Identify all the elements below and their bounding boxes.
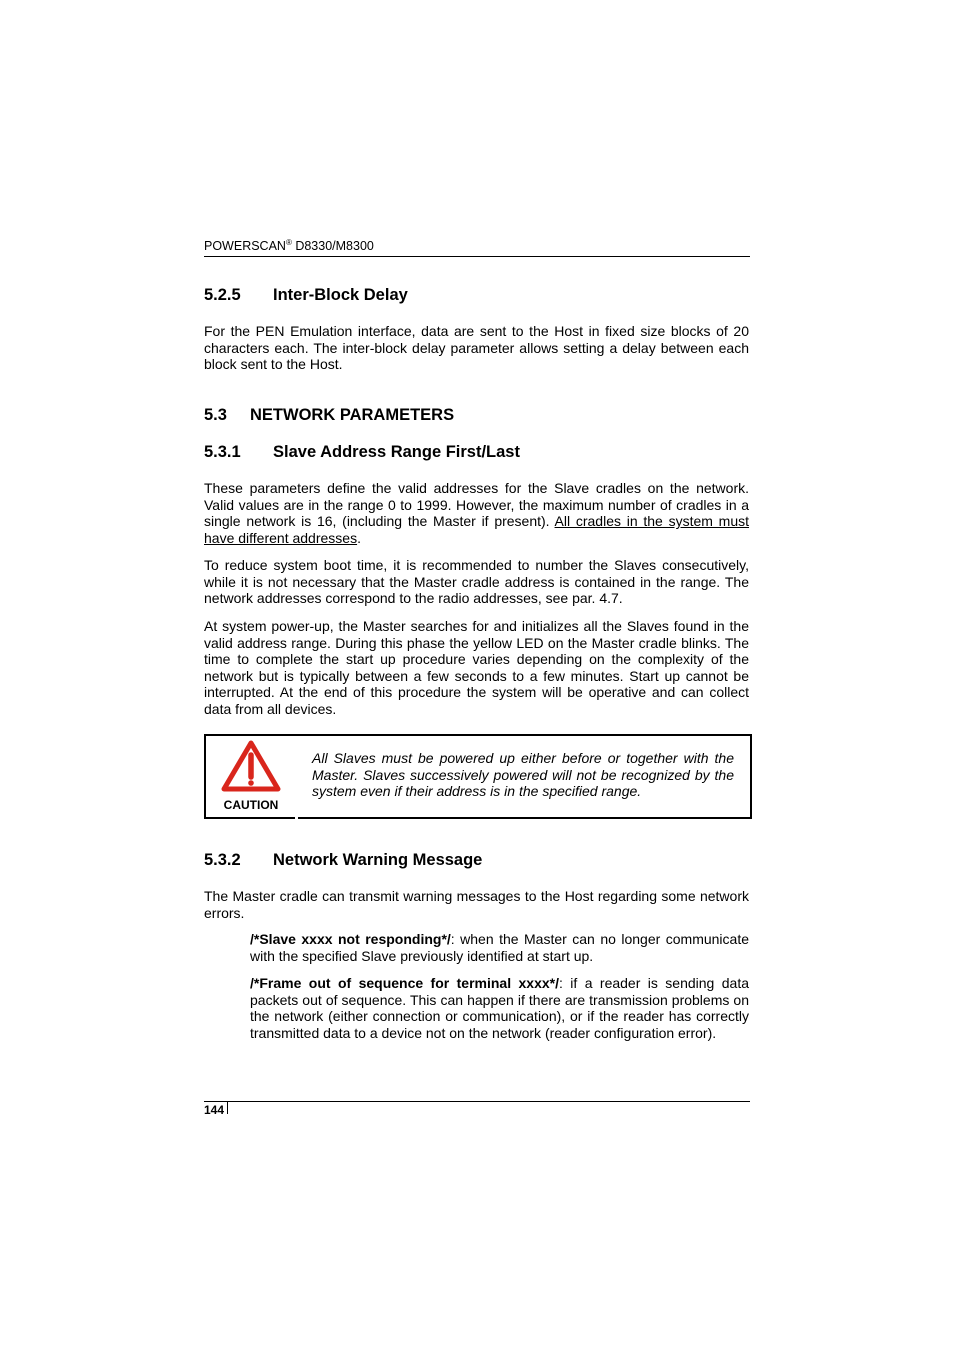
heading-title: Inter-Block Delay — [273, 286, 408, 304]
header-reg-mark: ® — [285, 238, 292, 247]
warning-triangle-icon — [221, 740, 281, 792]
heading-5-3 — [204, 406, 454, 425]
page-number: 144 — [204, 1103, 225, 1117]
heading-title: Network Warning Message — [273, 851, 483, 869]
header-rule — [204, 256, 750, 257]
heading-number: 5.3.1 — [204, 443, 241, 461]
caution-label: CAUTION — [223, 798, 279, 812]
heading-number: 5.2.5 — [204, 286, 241, 304]
paragraph-power-up: At system power-up, the Master searches for and initializes all the Slaves found in the valid address range. During this phase the yellow LED on the Master cradle blinks. The time to complete the start up procedure varies depending on the complexity of the network but is typically between a few seconds to a few minutes. Start up cannot be interrupted. At the end of this procedure the system will be operative and can collect data from all devices. — [204, 618, 749, 717]
message-text: : if a reader is sending data packets out of sequence. This can happen if there are transmission problems on the network (either connection or communication), or if the reader has correctly transmitted data to a device not on the network (reader configuration error). — [250, 975, 749, 1041]
message-code: /*Frame out of sequence for terminal xxxx*/ — [250, 975, 559, 991]
heading-5-3-1 — [204, 443, 520, 462]
heading-5-2-5 — [204, 286, 408, 305]
header-model: D8330/M8300 — [291, 239, 374, 253]
paragraph-address-range — [204, 480, 749, 546]
paragraph-text: These parameters define the valid addresses for the Slave cradles on the network. Valid values are in the range 0 to 1999. However, the maximum number of cradles in a single network is 16, (including the Master if present). — [204, 480, 749, 530]
heading-5-3-2 — [204, 851, 482, 870]
running-header — [204, 238, 750, 253]
warning-message-slave-not-responding — [250, 931, 749, 964]
caution-box — [204, 734, 752, 819]
paragraph-boot-time: To reduce system boot time, it is recommended to number the Slaves consecutively, while it is not necessary that the Master cradle address is contained in the range. The network addresses correspond to the radio addresses, see par. 4.7. — [204, 557, 749, 607]
underlined-note: All cradles in the system must have different addresses — [204, 513, 750, 546]
heading-number: 5.3.2 — [204, 851, 241, 869]
message-text: : when the Master can no longer communicate with the specified Slave previously identified at start up. — [250, 931, 749, 964]
heading-title: NETWORK PARAMETERS — [250, 406, 455, 424]
heading-number: 5.3 — [204, 406, 227, 424]
caution-text: All Slaves must be powered up either before or together with the Master. Slaves successively powered will not be recognized by the system even if their address is in the specified range. — [312, 750, 734, 800]
footer-rule — [204, 1101, 750, 1102]
paragraph-text-end: . — [357, 529, 361, 546]
caution-box-gap — [295, 816, 298, 819]
header-product: POWERSCAN — [204, 239, 286, 253]
message-code: /*Slave xxxx not responding*/ — [250, 931, 451, 947]
warning-message-frame-out-of-sequence — [250, 975, 749, 1041]
footer-tick — [227, 1101, 228, 1114]
heading-title: Slave Address Range First/Last — [273, 443, 520, 461]
paragraph-warning-intro: The Master cradle can transmit warning messages to the Host regarding some network errors. — [204, 888, 749, 921]
paragraph-inter-block-delay: For the PEN Emulation interface, data are sent to the Host in fixed size blocks of 20 characters each. The inter-block delay parameter allows setting a delay between each block sent to the Host. — [204, 323, 749, 373]
